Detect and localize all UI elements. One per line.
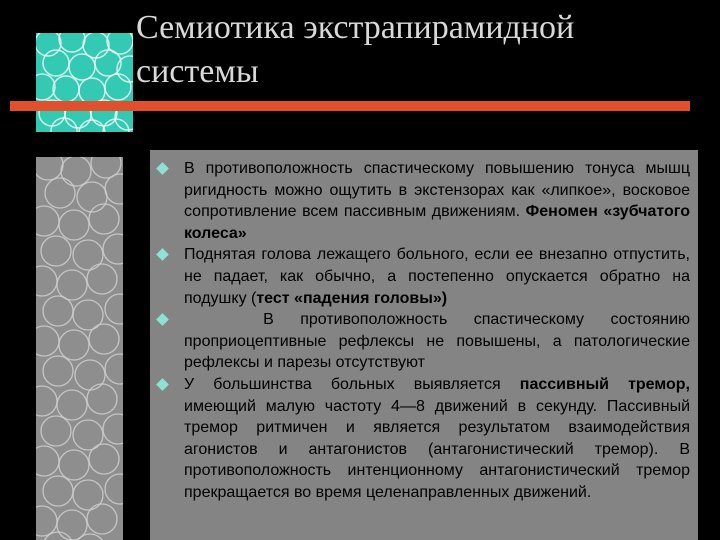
slide-title: Семиотика экстрапирамидной системы xyxy=(136,9,575,90)
text-segment: имеющий малую частоту 4—8 движений в секунду. Пассивный тремор ритмичен и является результатом взаимодействия агонистов и антагонистов (антагонистический тремор). В противоположность интенционному антагонистический тремор прекращается во время целенаправленных движений. xyxy=(184,397,690,501)
bullet-text xyxy=(184,309,695,374)
diamond-bullet-icon xyxy=(156,313,169,326)
list-item xyxy=(150,158,698,244)
content-panel xyxy=(150,150,698,540)
diamond-bullet-icon xyxy=(156,378,169,391)
bold-term: тест «падения головы» xyxy=(256,289,442,307)
diamond-bullet-icon xyxy=(156,249,169,262)
list-item xyxy=(150,244,698,309)
bullet-text xyxy=(184,374,690,504)
text-segment: В противоположность спастическому повышению тонуса мышц ригидность можно ощутить в экстензорах как «липкое», восковое сопротивление всем пассивным движениям. xyxy=(184,160,690,221)
text-segment: ) xyxy=(441,289,448,307)
bold-term: Феномен «зубчатого колеса» xyxy=(184,203,690,242)
text-segment: Поднятая голова лежащего больного, если ее внезапно отпустить, не падает, как обычно, а постепенно опускается обратно на подушку ( xyxy=(184,246,690,307)
list-item xyxy=(150,309,698,374)
text-segment: В противоположность спастическому состоянию проприоцептивные рефлексы не повышены, а патологические рефлексы и парезы отсутствуют xyxy=(184,311,695,372)
list-item xyxy=(150,374,698,504)
bullet-text xyxy=(184,158,690,244)
bullet-list xyxy=(150,158,698,504)
text-segment: У большинства больных выявляется xyxy=(184,375,520,393)
title-underline-rule xyxy=(10,101,690,111)
circle-pattern-graphic xyxy=(36,157,123,540)
bold-term: пассивный тремор, xyxy=(519,375,690,393)
decorative-gray-pattern xyxy=(36,157,123,540)
decorative-teal-pattern xyxy=(36,33,133,132)
bullet-text xyxy=(184,244,690,309)
circle-pattern-graphic xyxy=(36,33,133,132)
diamond-bullet-icon xyxy=(156,162,169,175)
